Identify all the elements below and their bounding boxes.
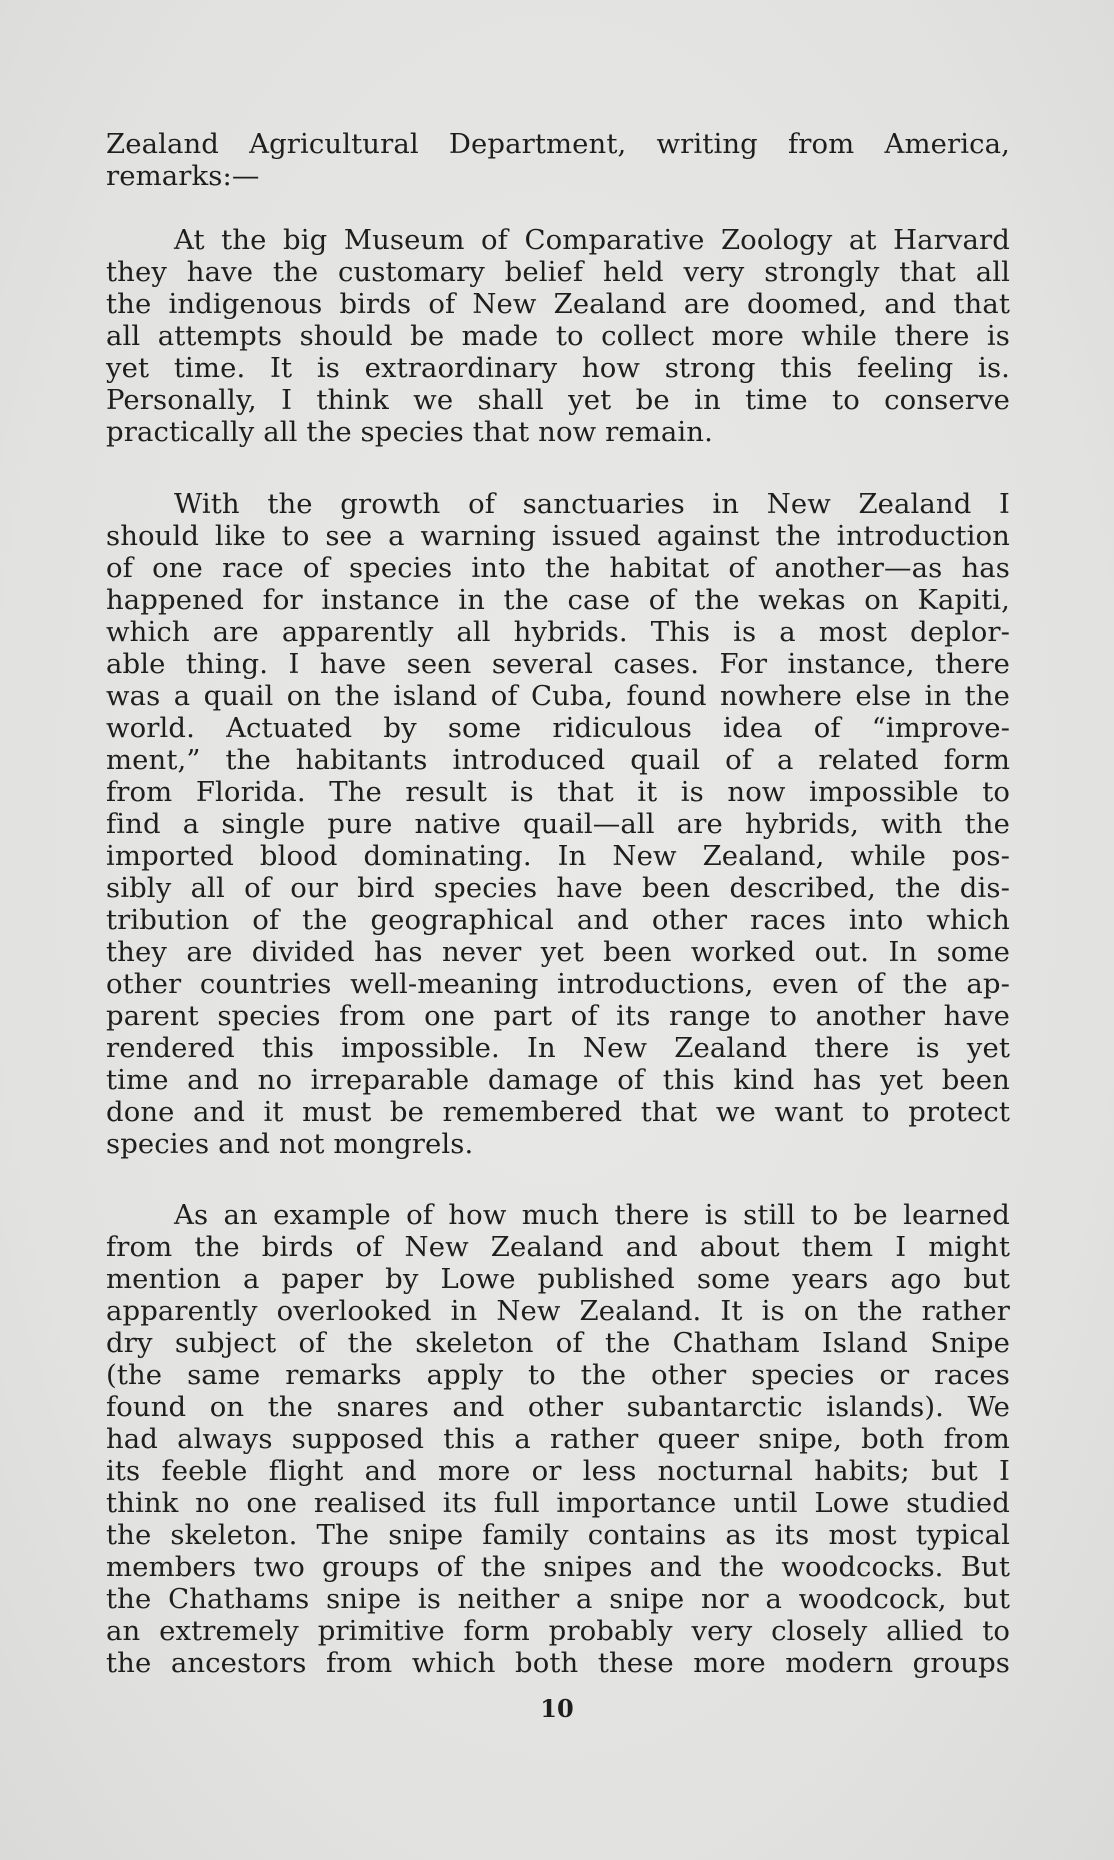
text-line: all attempts should be made to collect more while there is — [106, 320, 1010, 352]
text-line: apparently overlooked in New Zealand. It is on the rather — [106, 1295, 1010, 1327]
text-line: (the same remarks apply to the other species or races — [106, 1359, 1010, 1391]
paragraph-harvard — [106, 224, 1010, 448]
text-line: an extremely primitive form probably very closely allied to — [106, 1615, 1010, 1647]
text-line: think no one realised its full importance until Lowe studied — [106, 1487, 1010, 1519]
text-line: species and not mongrels. — [106, 1128, 474, 1160]
text-line: rendered this impossible. In New Zealand there is yet — [106, 1032, 1010, 1064]
text-line: the Chathams snipe is neither a snipe nor a woodcock, but — [106, 1583, 1010, 1615]
paragraph-lowe — [106, 1199, 1010, 1679]
text-line: found on the snares and other subantarctic islands). We — [106, 1391, 1010, 1423]
text-line: able thing. I have seen several cases. For instance, there — [106, 648, 1010, 680]
text-line: the indigenous birds of New Zealand are doomed, and that — [106, 288, 1010, 320]
text-line: At the big Museum of Comparative Zoology at Harvard — [174, 224, 1010, 256]
text-line: find a single pure native quail—all are hybrids, with the — [106, 808, 1010, 840]
text-line: they are divided has never yet been worked out. In some — [106, 936, 1010, 968]
text-line: had always supposed this a rather queer snipe, both from — [106, 1423, 1010, 1455]
text-line: from Florida. The result is that it is now impossible to — [106, 776, 1010, 808]
text-line: With the growth of sanctuaries in New Zealand I — [174, 488, 1010, 520]
text-line: sibly all of our bird species have been described, the dis- — [106, 872, 1010, 904]
text-line: was a quail on the island of Cuba, found nowhere else in the — [106, 680, 1010, 712]
text-line: dry subject of the skeleton of the Chatham Island Snipe — [106, 1327, 1010, 1359]
text-line: world. Actuated by some ridiculous idea of “improve- — [106, 712, 1010, 744]
paragraph-sanctuaries — [106, 488, 1010, 1160]
text-line: Personally, I think we shall yet be in time to conserve — [106, 384, 1010, 416]
text-line: its feeble flight and more or less nocturnal habits; but I — [106, 1455, 1010, 1487]
text-line: remarks:— — [106, 160, 260, 192]
text-line: imported blood dominating. In New Zealand, while pos- — [106, 840, 1010, 872]
text-line: should like to see a warning issued against the introduction — [106, 520, 1010, 552]
text-line: other countries well-meaning introductions, even of the ap- — [106, 968, 1010, 1000]
text-line: which are apparently all hybrids. This is a most deplor- — [106, 616, 1010, 648]
text-line: ment,” the habitants introduced quail of a related form — [106, 744, 1010, 776]
text-line: yet time. It is extraordinary how strong this feeling is. — [106, 352, 1010, 384]
text-line: the ancestors from which both these more modern groups — [106, 1647, 1010, 1679]
page-number: 10 — [540, 1694, 574, 1723]
text-line: the skeleton. The snipe family contains as its most typical — [106, 1519, 1010, 1551]
text-line: happened for instance in the case of the wekas on Kapiti, — [106, 584, 1010, 616]
text-line: done and it must be remembered that we want to protect — [106, 1096, 1010, 1128]
text-line: As an example of how much there is still to be learned — [174, 1199, 1010, 1231]
text-line: time and no irreparable damage of this kind has yet been — [106, 1064, 1010, 1096]
text-line: practically all the species that now remain. — [106, 416, 713, 448]
text-line: from the birds of New Zealand and about them I might — [106, 1231, 1010, 1263]
text-line: Zealand Agricultural Department, writing from America, — [106, 128, 1010, 160]
text-line: they have the customary belief held very strongly that all — [106, 256, 1010, 288]
text-line: members two groups of the snipes and the woodcocks. But — [106, 1551, 1010, 1583]
paragraph-continuation — [106, 128, 1010, 192]
text-line: mention a paper by Lowe published some years ago but — [106, 1263, 1010, 1295]
text-line: parent species from one part of its range to another have — [106, 1000, 1010, 1032]
text-line: tribution of the geographical and other races into which — [106, 904, 1010, 936]
text-line: of one race of species into the habitat of another—as has — [106, 552, 1010, 584]
